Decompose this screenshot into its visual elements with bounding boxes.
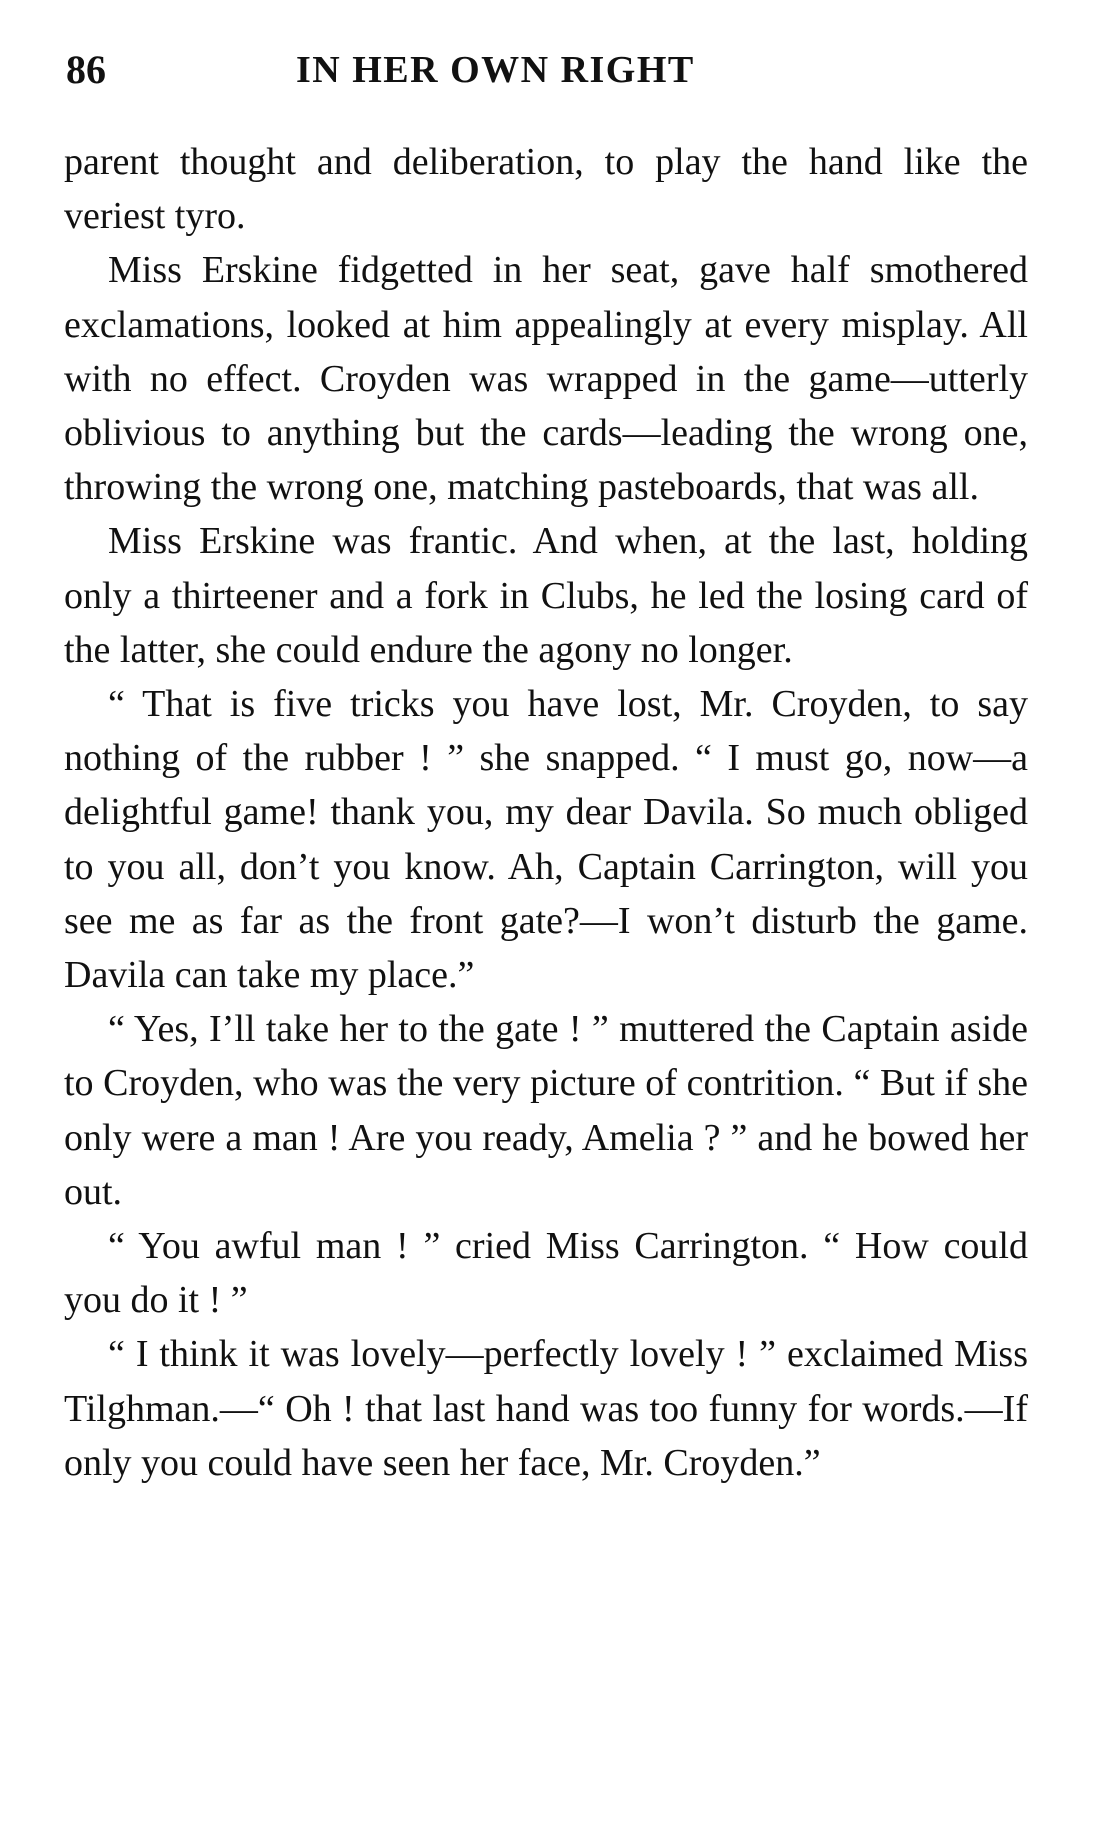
- paragraph: “ I think it was lovely—perfectly lovely ! ” exclaimed Miss Tilghman.—“ Oh ! that last hand was too funny for words.—If only you could have seen her face, Mr. Croyden.”: [64, 1333, 1028, 1484]
- body-text: [64, 135, 1028, 1490]
- paragraph: parent thought and deliberation, to play the hand like the veriest tyro.: [64, 141, 1028, 238]
- paragraph: “ Yes, I’ll take her to the gate ! ” muttered the Captain aside to Croyden, who was the very picture of contrition. “ But if she only were a man ! Are you ready, Amelia ? ” and he bowed her out.: [64, 1008, 1028, 1213]
- book-title: IN HER OWN RIGHT: [296, 49, 695, 91]
- paragraph: “ You awful man ! ” cried Miss Carrington. “ How could you do it ! ”: [64, 1225, 1028, 1322]
- paragraph: “ That is five tricks you have lost, Mr. Croyden, to say nothing of the rubber ! ” she snapped. “ I must go, now—a delightful game! thank you, my dear Davila. So much obliged to you all, don’t you know. Ah, Captain Carrington, will you see me as far as the front gate?—I won’t disturb the game. Davila can take my place.”: [64, 683, 1028, 997]
- paragraph: Miss Erskine fidgetted in her seat, gave half smothered exclamations, looked at him appealingly at every misplay. All with no effect. Croyden was wrapped in the game—utterly oblivious to anything but the cards—leading the wrong one, throwing the wrong one, matching pasteboards, that was all.: [64, 249, 1028, 509]
- running-head: [66, 42, 1030, 98]
- paragraph: Miss Erskine was frantic. And when, at the last, holding only a thirteener and a fork in Clubs, he led the losing card of the latter, she could endure the agony no longer.: [64, 520, 1028, 671]
- page-number: 86: [66, 47, 106, 92]
